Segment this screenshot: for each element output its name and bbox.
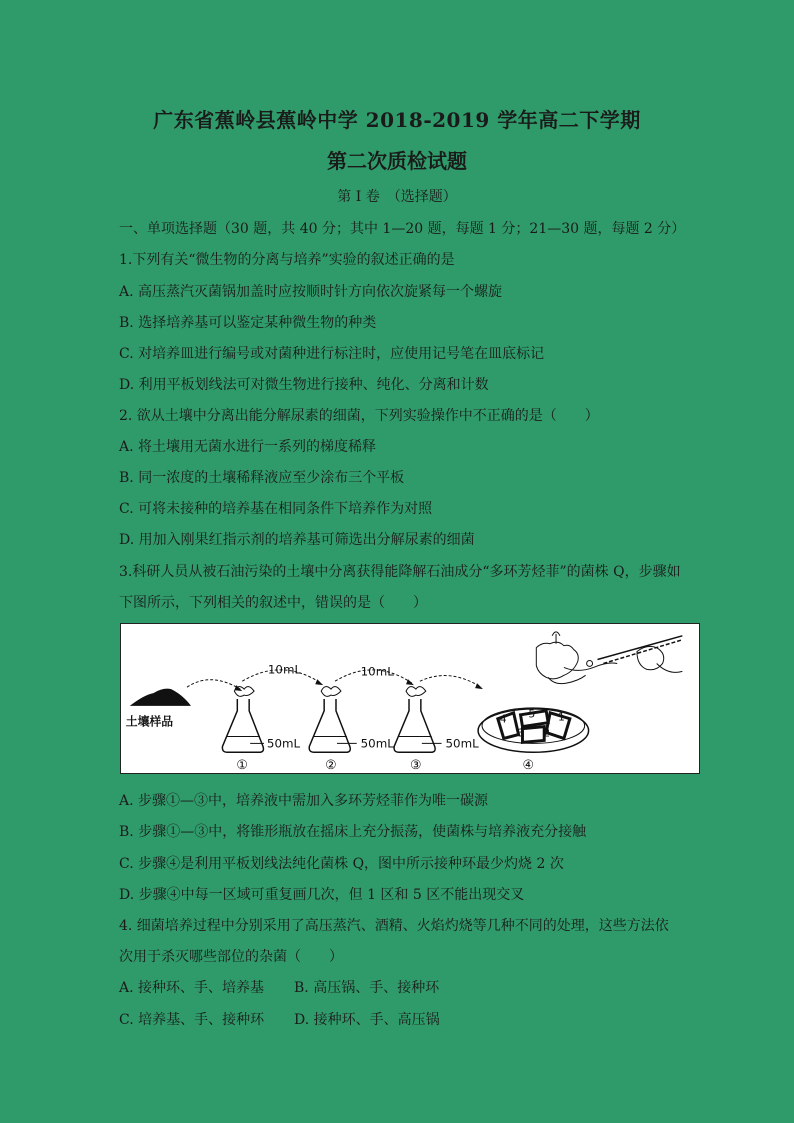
question-2-option-a: A. 将土壤用无菌水进行一系列的梯度稀释 bbox=[119, 439, 377, 455]
arrow-flask-3-to-dish bbox=[420, 676, 481, 688]
exam-subtitle: 第二次质检试题 bbox=[327, 149, 467, 173]
question-3-option-a: A. 步骤①—③中，培养液中需加入多环芳烃菲作为唯一碳源 bbox=[119, 793, 489, 809]
question-2-option-b: B. 同一浓度的土壤稀释液应至少涂布三个平板 bbox=[119, 470, 405, 486]
step-label-4: ④ bbox=[522, 758, 534, 773]
question-1-option-b: B. 选择培养基可以鉴定某种微生物的种类 bbox=[119, 315, 377, 331]
question-4-option-c: C. 培养基、手、接种环 bbox=[119, 1012, 265, 1028]
question-1-stem: 1.下列有关“微生物的分离与培养”实验的叙述正确的是 bbox=[119, 252, 455, 268]
hand-with-inoculating-loop bbox=[536, 632, 682, 684]
dish-region-2: 2 bbox=[543, 726, 551, 740]
question-3-option-d: D. 步骤④中每一区域可重复画几次，但 1 区和 5 区不能出现交叉 bbox=[119, 887, 525, 903]
dish-region-1: 1 bbox=[558, 710, 565, 724]
question-4-stem-line-2: 次用于杀灭哪些部位的杂菌（ ） bbox=[119, 949, 343, 965]
transfer-label-2: 10mL bbox=[360, 664, 394, 679]
soil-label: 土壤样品 bbox=[125, 714, 174, 729]
question-3-stem-line-2: 下图所示，下列相关的叙述中，错误的是（ ） bbox=[119, 595, 427, 611]
experiment-figure bbox=[120, 623, 700, 774]
question-1-option-c: C. 对培养皿进行编号或对菌种进行标注时，应使用记号笔在皿底标记 bbox=[119, 346, 545, 362]
flask-1-volume: 50mL bbox=[266, 736, 301, 751]
flask-1 bbox=[222, 687, 264, 753]
question-3-option-b: B. 步骤①—③中，将锥形瓶放在摇床上充分振荡，使菌株与培养液充分接触 bbox=[119, 824, 587, 840]
question-2-option-c: C. 可将未接种的培养基在相同条件下培养作为对照 bbox=[119, 501, 433, 517]
soil-pile bbox=[130, 689, 191, 706]
question-2-option-d: D. 用加入刚果红指示剂的培养基可筛选出分解尿素的细菌 bbox=[119, 532, 475, 548]
step-label-3: ③ bbox=[410, 758, 422, 773]
step-label-1: ① bbox=[236, 758, 248, 773]
transfer-label-1: 10mL bbox=[267, 662, 302, 677]
dish-region-5: 5 bbox=[528, 707, 536, 721]
question-1-option-a: A. 高压蒸汽灭菌锅加盖时应按顺时针方向依次旋紧每一个螺旋 bbox=[119, 284, 503, 300]
question-3-stem-line-1: 3.科研人员从被石油污染的土壤中分离获得能降解石油成分“多环芳烃菲”的菌株 Q，步骤如 bbox=[119, 564, 681, 580]
question-3-option-c: C. 步骤④是利用平板划线法纯化菌株 Q，图中所示接种环最少灼烧 2 次 bbox=[119, 856, 564, 872]
section-heading: 第 I 卷 （选择题） bbox=[337, 189, 457, 205]
instructions: 一、单项选择题（30 题，共 40 分；其中 1—20 题，每题 1 分；21—30 题，每题 2 分） bbox=[119, 221, 686, 237]
question-4-option-a: A. 接种环、手、培养基 bbox=[119, 980, 265, 996]
question-4-stem-line-1: 4. 细菌培养过程中分别采用了高压蒸汽、酒精、火焰灼烧等几种不同的处理，这些方法依 bbox=[119, 918, 669, 934]
question-4-option-b: B. 高压锅、手、接种环 bbox=[294, 980, 440, 996]
dish-region-4: 4 bbox=[499, 712, 507, 726]
dish-region-3: 3 bbox=[517, 726, 525, 740]
flask-2-volume: 50mL bbox=[360, 736, 394, 751]
flask-3 bbox=[394, 687, 442, 753]
flask-2 bbox=[309, 687, 357, 753]
experiment-diagram bbox=[121, 624, 699, 773]
question-4-option-d: D. 接种环、手、高压锅 bbox=[294, 1012, 440, 1028]
question-2-stem: 2. 欲从土壤中分离出能分解尿素的细菌，下列实验操作中不正确的是（ ） bbox=[119, 408, 599, 424]
question-1-option-d: D. 利用平板划线法可对微生物进行接种、纯化、分离和计数 bbox=[119, 377, 489, 393]
exam-title: 广东省蕉岭县蕉岭中学 2018-2019 学年高二下学期 bbox=[153, 108, 641, 132]
arrowhead bbox=[475, 683, 483, 689]
arrowhead bbox=[315, 679, 323, 685]
arrow-soil-to-flask-1 bbox=[187, 680, 240, 689]
step-label-2: ② bbox=[325, 758, 337, 773]
flask-3-volume: 50mL bbox=[445, 736, 479, 751]
